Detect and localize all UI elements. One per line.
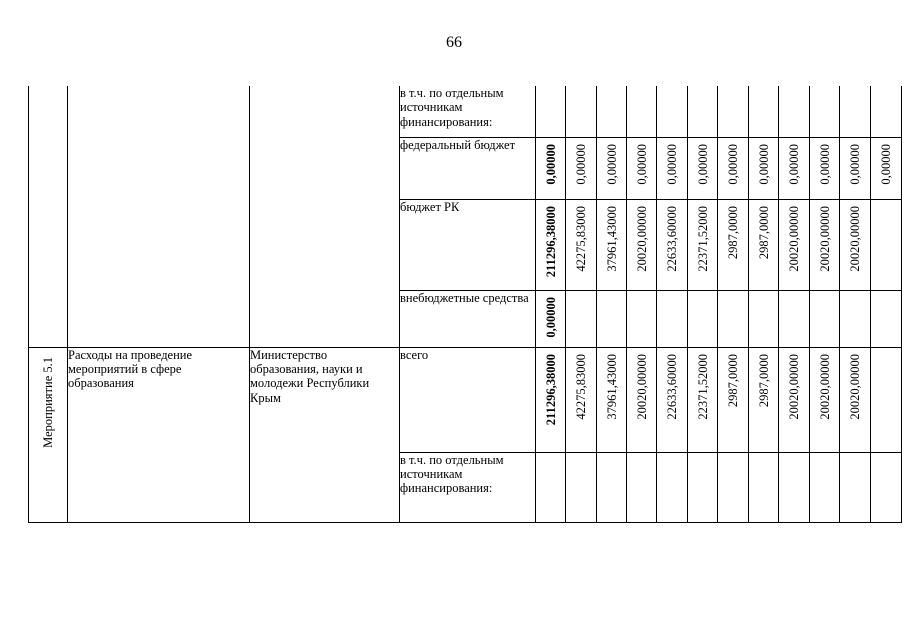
value-cell	[657, 199, 688, 290]
value-cell	[718, 199, 749, 290]
value-text: 2987,0000	[756, 205, 771, 259]
value-cell	[597, 452, 627, 522]
value-cell	[779, 199, 810, 290]
value-cell	[871, 347, 902, 452]
blank-executor-cell	[250, 86, 400, 347]
value-cell	[627, 290, 657, 347]
value-cell	[536, 347, 566, 452]
value-text: 0,00000	[543, 143, 558, 185]
value-text: 2987,0000	[756, 353, 771, 407]
value-cell	[779, 347, 810, 452]
value-cell	[657, 347, 688, 452]
value-text: 0,00000	[878, 143, 893, 185]
value-text: 0,00000	[634, 143, 649, 185]
value-cell	[597, 199, 627, 290]
blank-name-cell	[68, 86, 250, 347]
value-text: 42275,83000	[573, 353, 588, 420]
value-cell	[566, 86, 597, 137]
value-cell	[810, 452, 840, 522]
value-cell	[779, 452, 810, 522]
value-cell	[536, 199, 566, 290]
funding-source-label: внебюджетные средства	[400, 290, 536, 347]
value-text: 20020,00000	[786, 205, 801, 272]
value-cell	[810, 290, 840, 347]
value-cell	[627, 347, 657, 452]
value-cell	[718, 290, 749, 347]
value-text: 0,00000	[756, 143, 771, 185]
value-cell	[627, 199, 657, 290]
value-cell	[840, 347, 871, 452]
value-text: 0,00000	[604, 143, 619, 185]
value-cell	[749, 290, 779, 347]
value-cell	[871, 86, 902, 137]
value-cell	[718, 452, 749, 522]
value-cell	[688, 452, 718, 522]
value-cell	[536, 137, 566, 199]
value-cell	[810, 86, 840, 137]
value-text: 20020,00000	[634, 353, 649, 420]
value-cell	[779, 290, 810, 347]
activity-executor: Министерство образования, науки и молодежи Республики Крым	[250, 347, 400, 522]
value-cell	[627, 452, 657, 522]
value-cell	[627, 137, 657, 199]
funding-source-label: федеральный бюджет	[400, 137, 536, 199]
value-cell	[597, 86, 627, 137]
activity-name: Расходы на проведение мероприятий в сфере образования	[68, 347, 250, 522]
value-cell	[597, 290, 627, 347]
funding-source-label: бюджет РК	[400, 199, 536, 290]
value-text: 0,00000	[786, 143, 801, 185]
value-cell	[718, 86, 749, 137]
activity-code: Мероприятие 5.1	[40, 356, 55, 448]
value-cell	[657, 452, 688, 522]
value-cell	[688, 347, 718, 452]
value-cell	[657, 137, 688, 199]
value-text: 20020,00000	[847, 353, 862, 420]
value-cell	[566, 347, 597, 452]
value-cell	[536, 86, 566, 137]
value-cell	[566, 452, 597, 522]
value-cell	[566, 137, 597, 199]
value-cell	[871, 290, 902, 347]
value-text: 211296,38000	[543, 205, 558, 277]
funding-source-label: в т.ч. по отдельным источникам финансирования:	[400, 452, 536, 522]
value-text: 0,00000	[847, 143, 862, 185]
value-text: 37961,43000	[604, 205, 619, 272]
value-text: 37961,43000	[604, 353, 619, 420]
blank-code-cell	[29, 86, 68, 347]
value-text: 22633,60000	[664, 205, 679, 272]
value-cell	[597, 347, 627, 452]
value-cell	[871, 452, 902, 522]
value-text: 0,00000	[664, 143, 679, 185]
value-text: 20020,00000	[634, 205, 649, 272]
value-text: 2987,0000	[725, 353, 740, 407]
value-text: 22371,52000	[695, 205, 710, 272]
value-cell	[688, 137, 718, 199]
value-text: 0,00000	[725, 143, 740, 185]
value-cell	[810, 137, 840, 199]
table-row	[29, 347, 902, 452]
value-cell	[566, 199, 597, 290]
value-cell	[840, 137, 871, 199]
funding-source-label: в т.ч. по отдельным источникам финансирования:	[400, 86, 536, 137]
value-cell	[688, 199, 718, 290]
value-cell	[871, 137, 902, 199]
funding-source-label: всего	[400, 347, 536, 452]
value-cell	[749, 137, 779, 199]
value-text: 0,00000	[573, 143, 588, 185]
value-cell	[810, 347, 840, 452]
value-cell	[749, 347, 779, 452]
value-text: 20020,00000	[786, 353, 801, 420]
value-cell	[840, 452, 871, 522]
value-cell	[688, 86, 718, 137]
value-cell	[840, 199, 871, 290]
value-cell	[718, 347, 749, 452]
page-number: 66	[446, 34, 462, 51]
value-cell	[810, 199, 840, 290]
value-cell	[718, 137, 749, 199]
value-cell	[840, 290, 871, 347]
value-cell	[688, 290, 718, 347]
value-cell	[749, 452, 779, 522]
value-cell	[871, 199, 902, 290]
value-text: 0,00000	[817, 143, 832, 185]
value-text: 20020,00000	[817, 205, 832, 272]
activity-code-cell	[29, 347, 68, 522]
value-cell	[627, 86, 657, 137]
value-text: 42275,83000	[573, 205, 588, 272]
value-text: 0,00000	[543, 296, 558, 338]
value-text: 0,00000	[695, 143, 710, 185]
value-cell	[536, 452, 566, 522]
value-text: 20020,00000	[847, 205, 862, 272]
value-cell	[779, 137, 810, 199]
value-text: 211296,38000	[543, 353, 558, 425]
value-text: 22633,60000	[664, 353, 679, 420]
value-text: 22371,52000	[695, 353, 710, 420]
table-row	[29, 86, 902, 137]
value-cell	[657, 86, 688, 137]
value-cell	[536, 290, 566, 347]
value-text: 20020,00000	[817, 353, 832, 420]
value-text: 2987,0000	[725, 205, 740, 259]
value-cell	[749, 86, 779, 137]
value-cell	[779, 86, 810, 137]
value-cell	[566, 290, 597, 347]
value-cell	[597, 137, 627, 199]
value-cell	[749, 199, 779, 290]
value-cell	[657, 290, 688, 347]
value-cell	[840, 86, 871, 137]
budget-table	[28, 86, 902, 523]
